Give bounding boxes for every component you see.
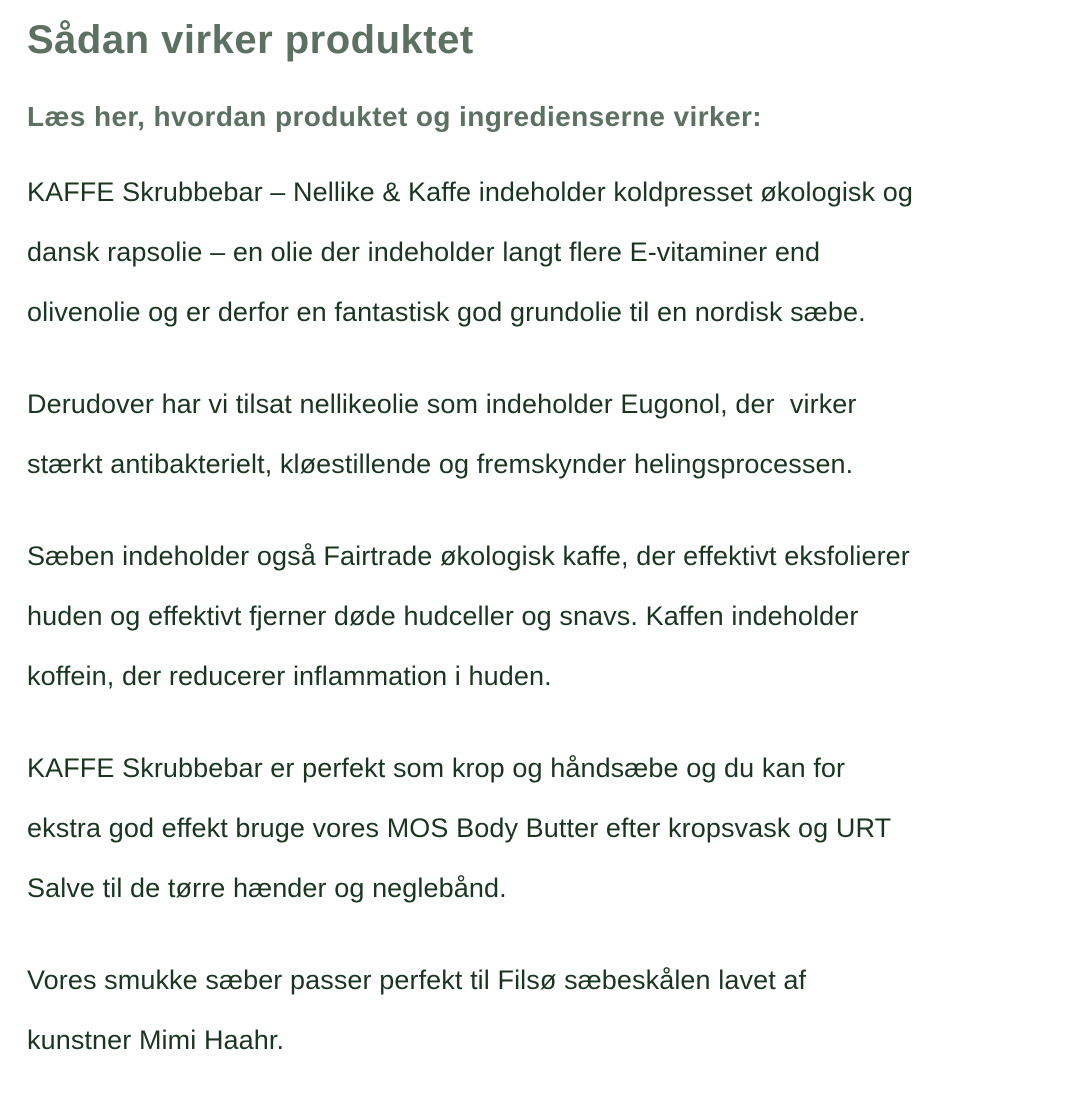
paragraph-line: dansk rapsolie – en olie der indeholder langt flere E-vitaminer end [27, 237, 821, 267]
paragraph-line: Vores smukke sæber passer perfekt til Filsø sæbeskålen lavet af [27, 965, 807, 995]
paragraph [27, 526, 1032, 706]
section-title: Sådan virker produktet [27, 18, 474, 62]
paragraph-line: stærkt antibakterielt, kløestillende og fremskynder helingsprocessen. [27, 449, 854, 479]
paragraph-line: Derudover har vi tilsat nellikeolie som indeholder Eugonol, der virker [27, 389, 857, 419]
paragraph [27, 162, 1032, 342]
paragraph-line: huden og effektivt fjerner døde hudceller og snavs. Kaffen indeholder [27, 601, 859, 631]
paragraph [27, 950, 1032, 1070]
paragraph-line: Salve til de tørre hænder og neglebånd. [27, 873, 507, 903]
paragraph [27, 738, 1032, 918]
section-subtitle: Læs her, hvordan produktet og ingredienserne virker: [27, 101, 762, 132]
paragraph-line: ekstra god effekt bruge vores MOS Body Butter efter kropsvask og URT [27, 813, 892, 843]
paragraph-line: koffein, der reducerer inflammation i huden. [27, 661, 552, 691]
product-description [27, 162, 1032, 1070]
paragraph-line: kunstner Mimi Haahr. [27, 1025, 285, 1055]
paragraph-line: Sæben indeholder også Fairtrade økologisk kaffe, der effektivt eksfolierer [27, 541, 910, 571]
paragraph-line: KAFFE Skrubbebar er perfekt som krop og håndsæbe og du kan for [27, 753, 846, 783]
paragraph-line: KAFFE Skrubbebar – Nellike & Kaffe indeholder koldpresset økologisk og [27, 177, 913, 207]
paragraph-line: olivenolie og er derfor en fantastisk god grundolie til en nordisk sæbe. [27, 297, 866, 327]
paragraph [27, 374, 1032, 494]
